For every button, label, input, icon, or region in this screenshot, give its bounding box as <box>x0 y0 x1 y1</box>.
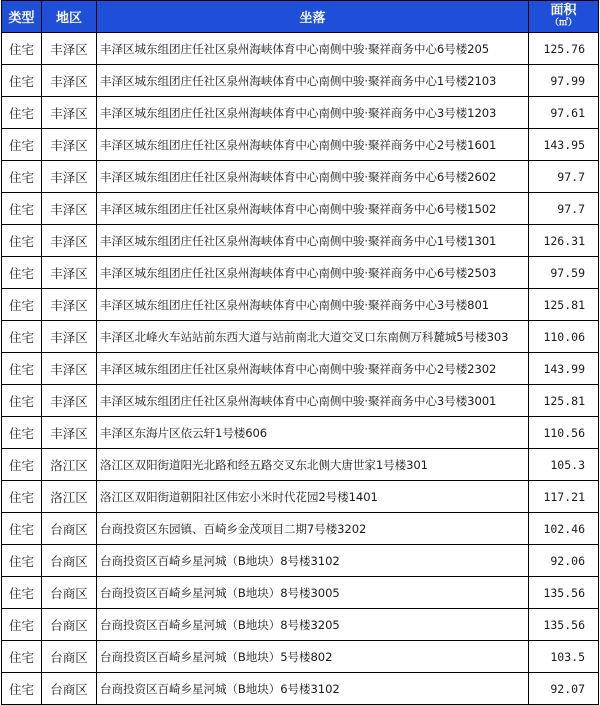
cell-address: 丰泽区城东组团庄任社区泉州海峡体育中心南侧中骏·聚祥商务中心3号楼3001 <box>97 385 529 417</box>
cell-district: 台商区 <box>42 641 97 673</box>
table-header <box>2 1 599 33</box>
cell-area: 135.56 <box>529 577 599 609</box>
cell-district: 丰泽区 <box>42 33 97 65</box>
cell-type: 住宅 <box>2 417 42 449</box>
cell-type: 住宅 <box>2 385 42 417</box>
cell-area: 110.56 <box>529 417 599 449</box>
cell-district: 台商区 <box>42 545 97 577</box>
cell-district: 丰泽区 <box>42 353 97 385</box>
cell-address: 台商投资区百崎乡星河城（B地块）8号楼3102 <box>97 545 529 577</box>
cell-address: 丰泽区城东组团庄任社区泉州海峡体育中心南侧中骏·聚祥商务中心1号楼1301 <box>97 225 529 257</box>
cell-district: 台商区 <box>42 673 97 705</box>
cell-type: 住宅 <box>2 161 42 193</box>
table-row <box>2 385 599 417</box>
cell-address: 丰泽区城东组团庄任社区泉州海峡体育中心南侧中骏·聚祥商务中心6号楼2602 <box>97 161 529 193</box>
cell-area: 126.31 <box>529 225 599 257</box>
table-row <box>2 97 599 129</box>
table-row <box>2 673 599 705</box>
cell-district: 台商区 <box>42 609 97 641</box>
cell-type: 住宅 <box>2 193 42 225</box>
property-table <box>1 0 599 705</box>
table-row <box>2 417 599 449</box>
cell-district: 丰泽区 <box>42 129 97 161</box>
cell-address: 丰泽区城东组团庄任社区泉州海峡体育中心南侧中骏·聚祥商务中心2号楼2302 <box>97 353 529 385</box>
cell-area: 135.56 <box>529 609 599 641</box>
cell-address: 台商投资区东园镇、百崎乡金茂项目二期7号楼3202 <box>97 513 529 545</box>
cell-district: 台商区 <box>42 577 97 609</box>
cell-address: 丰泽区城东组团庄任社区泉州海峡体育中心南侧中骏·聚祥商务中心1号楼2103 <box>97 65 529 97</box>
header-area-label: 面积 <box>550 2 577 18</box>
cell-address: 丰泽区城东组团庄任社区泉州海峡体育中心南侧中骏·聚祥商务中心3号楼801 <box>97 289 529 321</box>
table-row <box>2 129 599 161</box>
table-row <box>2 481 599 513</box>
cell-area: 125.76 <box>529 33 599 65</box>
cell-type: 住宅 <box>2 609 42 641</box>
header-area-unit: （㎡） <box>549 17 577 28</box>
cell-district: 丰泽区 <box>42 289 97 321</box>
cell-type: 住宅 <box>2 321 42 353</box>
table-row <box>2 257 599 289</box>
cell-area: 110.06 <box>529 321 599 353</box>
cell-address: 丰泽区东海片区依云轩1号楼606 <box>97 417 529 449</box>
header-row <box>2 1 599 33</box>
cell-address: 丰泽区城东组团庄任社区泉州海峡体育中心南侧中骏·聚祥商务中心3号楼1203 <box>97 97 529 129</box>
cell-address: 台商投资区百崎乡星河城（B地块）8号楼3005 <box>97 577 529 609</box>
table-row <box>2 513 599 545</box>
cell-type: 住宅 <box>2 257 42 289</box>
cell-address: 丰泽区城东组团庄任社区泉州海峡体育中心南侧中骏·聚祥商务中心6号楼205 <box>97 33 529 65</box>
cell-type: 住宅 <box>2 353 42 385</box>
cell-type: 住宅 <box>2 641 42 673</box>
cell-area: 125.81 <box>529 289 599 321</box>
cell-address: 丰泽区城东组团庄任社区泉州海峡体育中心南侧中骏·聚祥商务中心2号楼1601 <box>97 129 529 161</box>
cell-type: 住宅 <box>2 545 42 577</box>
cell-type: 住宅 <box>2 225 42 257</box>
cell-area: 97.59 <box>529 257 599 289</box>
cell-area: 97.7 <box>529 161 599 193</box>
table-row <box>2 33 599 65</box>
cell-type: 住宅 <box>2 129 42 161</box>
cell-type: 住宅 <box>2 577 42 609</box>
cell-district: 丰泽区 <box>42 65 97 97</box>
cell-area: 97.7 <box>529 193 599 225</box>
table-body <box>2 33 599 705</box>
cell-type: 住宅 <box>2 97 42 129</box>
header-district: 地区 <box>42 1 97 33</box>
cell-type: 住宅 <box>2 65 42 97</box>
cell-area: 143.99 <box>529 353 599 385</box>
cell-area: 143.95 <box>529 129 599 161</box>
header-address: 坐落 <box>97 1 529 33</box>
cell-type: 住宅 <box>2 673 42 705</box>
table-row <box>2 289 599 321</box>
cell-address: 台商投资区百崎乡星河城（B地块）5号楼802 <box>97 641 529 673</box>
cell-district: 丰泽区 <box>42 257 97 289</box>
cell-address: 丰泽区城东组团庄任社区泉州海峡体育中心南侧中骏·聚祥商务中心6号楼2503 <box>97 257 529 289</box>
cell-address: 洛江区双阳街道阳光北路和经五路交叉东北侧大唐世家1号楼301 <box>97 449 529 481</box>
cell-district: 丰泽区 <box>42 161 97 193</box>
cell-district: 洛江区 <box>42 449 97 481</box>
header-type: 类型 <box>2 1 42 33</box>
cell-district: 丰泽区 <box>42 193 97 225</box>
cell-district: 丰泽区 <box>42 417 97 449</box>
header-area <box>529 1 599 33</box>
cell-area: 97.61 <box>529 97 599 129</box>
table-row <box>2 193 599 225</box>
cell-area: 117.21 <box>529 481 599 513</box>
table-row <box>2 161 599 193</box>
cell-district: 丰泽区 <box>42 321 97 353</box>
cell-address: 丰泽区北峰火车站站前东西大道与站前南北大道交叉口东南侧万科麓城5号楼303 <box>97 321 529 353</box>
cell-type: 住宅 <box>2 449 42 481</box>
table-row <box>2 353 599 385</box>
cell-area: 92.06 <box>529 545 599 577</box>
table-row <box>2 449 599 481</box>
table-row <box>2 65 599 97</box>
table-row <box>2 577 599 609</box>
cell-district: 洛江区 <box>42 481 97 513</box>
cell-area: 103.5 <box>529 641 599 673</box>
cell-district: 台商区 <box>42 513 97 545</box>
cell-area: 125.81 <box>529 385 599 417</box>
table-row <box>2 609 599 641</box>
table-row <box>2 545 599 577</box>
cell-address: 丰泽区城东组团庄任社区泉州海峡体育中心南侧中骏·聚祥商务中心6号楼1502 <box>97 193 529 225</box>
cell-area: 97.99 <box>529 65 599 97</box>
cell-type: 住宅 <box>2 33 42 65</box>
table-row <box>2 641 599 673</box>
cell-address: 台商投资区百崎乡星河城（B地块）8号楼3205 <box>97 609 529 641</box>
cell-address: 台商投资区百崎乡星河城（B地块）6号楼3102 <box>97 673 529 705</box>
table-row <box>2 321 599 353</box>
cell-type: 住宅 <box>2 289 42 321</box>
cell-address: 洛江区双阳街道朝阳社区伟宏小米时代花园2号楼1401 <box>97 481 529 513</box>
cell-area: 102.46 <box>529 513 599 545</box>
cell-district: 丰泽区 <box>42 97 97 129</box>
cell-district: 丰泽区 <box>42 225 97 257</box>
cell-type: 住宅 <box>2 513 42 545</box>
cell-area: 92.07 <box>529 673 599 705</box>
cell-type: 住宅 <box>2 481 42 513</box>
table-row <box>2 225 599 257</box>
cell-area: 105.3 <box>529 449 599 481</box>
cell-district: 丰泽区 <box>42 385 97 417</box>
